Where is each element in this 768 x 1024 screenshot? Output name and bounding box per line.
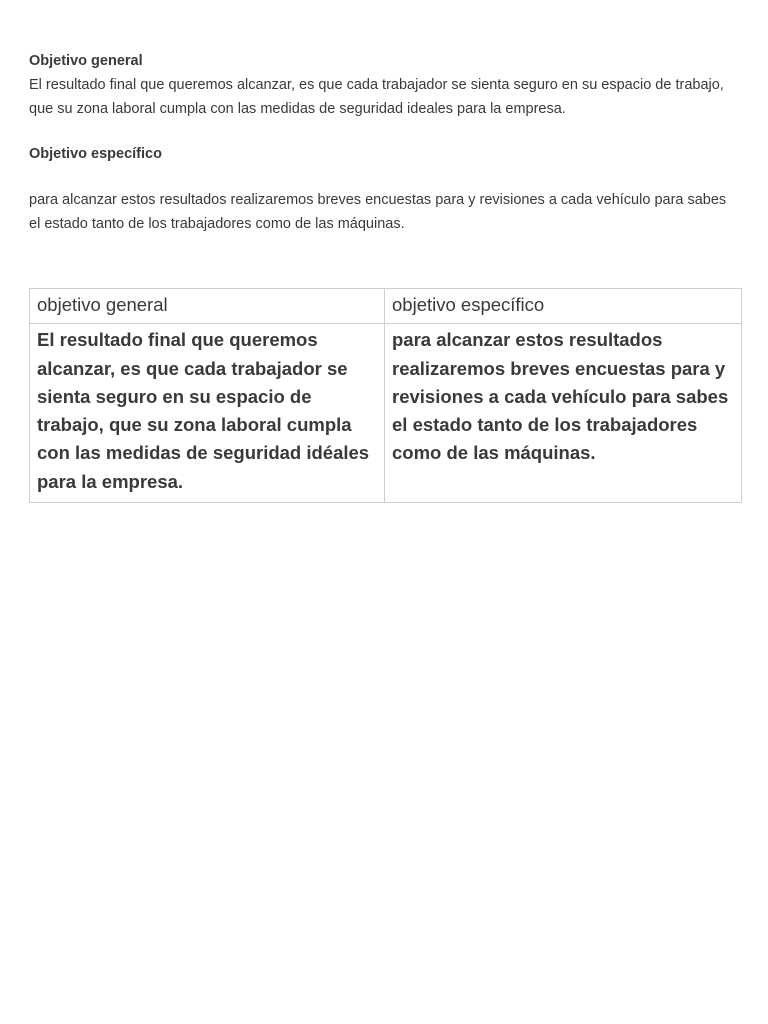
table-cell-general: El resultado final que queremos alcanzar, es que cada trabajador se sienta seguro en su espacio de trabajo, que su zona laboral cumpla con las medidas de seguridad idéales para la empresa. bbox=[30, 324, 385, 503]
general-objective-text: El resultado final que queremos alcanzar, es que cada trabajador se sienta seguro en su espacio de trabajo, que su zona laboral cumpla con las medidas de seguridad ideales para la empresa. bbox=[29, 77, 724, 117]
table-header-row bbox=[30, 289, 742, 324]
document-body bbox=[29, 50, 741, 503]
table-row bbox=[30, 324, 742, 503]
table-cell-specific: para alcanzar estos resultados realizaremos breves encuestas para y revisiones a cada vehículo para sabes el estado tanto de los trabajadores como de las máquinas. bbox=[385, 324, 742, 503]
objectives-table bbox=[29, 288, 742, 503]
table-header-specific: objetivo específico bbox=[385, 289, 742, 324]
table-header-general: objetivo general bbox=[30, 289, 385, 324]
general-objective-heading: Objetivo general bbox=[29, 53, 143, 69]
specific-objective-text: para alcanzar estos resultados realizaremos breves encuestas para y revisiones a cada vehículo para sabes el estado tanto de los trabajadores como de las máquinas. bbox=[29, 192, 727, 232]
specific-objective-heading: Objetivo específico bbox=[29, 146, 162, 162]
